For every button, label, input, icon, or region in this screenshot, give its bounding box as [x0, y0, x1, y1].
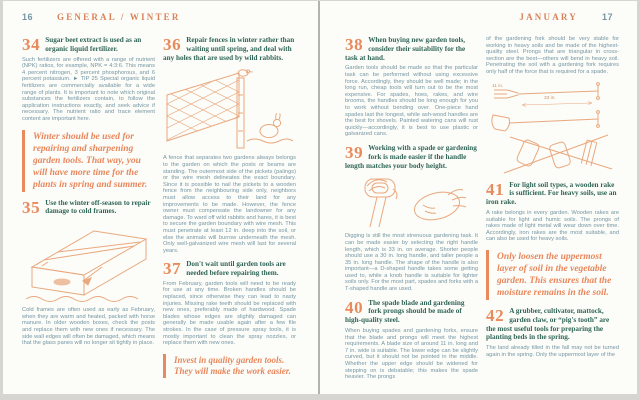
right-page-number: 17 — [601, 12, 613, 22]
tip-34-body: Such fertilizers are offered with a range of nutrient (NPK) ratios, for example, NPK = 4:3:6. This means 4 percent nitrogen, 3 percent phosphorous, and 6 percent potassium. ► TIP 25 Special organic liquid fertilizers are commercially available for a wide range of plants. It is important to note which original substances the fertilizers contain, to follow the application instructions exactly, and seek advice if necessary. The nutrient ratio and trace element content are important here. — [22, 56, 155, 122]
pull-quote-winter — [22, 130, 155, 192]
tool-width-label: 11 in. — [492, 83, 504, 89]
tip-38 — [345, 36, 478, 138]
tip-37 — [163, 260, 296, 347]
tip-39 — [345, 144, 478, 293]
tip-36 — [163, 36, 296, 254]
tip-40-body: When buying spades and gardening forks, ensure that the blade and prongs will meet the highest requirements. A blade size of around 11 in. long and 7 in. wide is suitable. The lower edge can be slightly curved, but it should not be pointed in the middle. Whether the upper edge should be widened for stepping on is debatable; this makes the spade heavier. The prongs — [345, 328, 478, 381]
tip-37-body: From February, garden tools will need to be ready for use at any time. Broken handles should be replaced, since otherwise they can lead to nasty injuries. Missing rake teeth should be replaced with new ones, preferably made of hardwood. Spade blades whose edges are slightly damaged can generally be made usable again after a few file strokes. In the case of pressure spray tools, it is mostly important to clean the spray nozzles, or replace them with new ones. — [163, 280, 296, 347]
tip-34-heading: Sugar beet extract is used as an organic liquid fertilizer. — [45, 36, 142, 53]
right-running-title: JANUARY — [519, 12, 578, 22]
tip-42-heading: A grubber, cultivator, mattock, garden claw, or “pig's tooth” are the most useful tools for preparing the planting beds in the spring. — [486, 306, 610, 342]
tip-34-number: 34 — [22, 35, 41, 54]
tip-37-number: 37 — [163, 259, 182, 279]
tip-38-heading: When buying new garden tools, consider their suitability for the task at hand. — [345, 36, 466, 62]
tip-38-body: Garden tools should be made so that the particular task can be performed without using excessive force. Accordingly, they should be well made; in the long run, cheap tools will turn out to be the most expensive. For spades, hoes, rakes, and wire brooms, the handles should be long enough for you to work without bending over. One-piece hand spades last the longest, while ash-wood handles are the best for shovels. Painted watering cans will rust quickly—accordingly, it is best to use plastic or galvanized cans. — [345, 65, 478, 138]
tip-42 — [486, 307, 619, 358]
tip-34 — [22, 36, 155, 123]
fence-rabbit-illustration — [163, 65, 296, 151]
page-gutter-line — [318, 1, 320, 394]
tip-35 — [22, 199, 155, 347]
tip-40-heading: The spade blade and gardening fork prongs should be made of high-quality steel. — [345, 298, 465, 325]
tip-40 — [345, 299, 478, 381]
left-page-number: 16 — [22, 12, 34, 22]
right-page-header — [519, 12, 613, 22]
pull-quote-invest-text: Invest in quality garden tools. They will make the work easier. — [174, 354, 291, 376]
tip-36-heading: Repair fences in winter rather than waiting until spring, and deal with any holes that are used by wild rabbits. — [163, 36, 295, 62]
tip-37-heading: Don't wait until garden tools are needed before repairing them. — [186, 260, 286, 278]
tip-35-body: Cold frames are often used as early as February, when they are warm and heated, packed with horse manure. In older wooden boxes, check the posts and replace them with new ones if necessary. The side wall edges will often be damaged, which means that the glass panes will no longer sit tightly in place. — [22, 307, 155, 347]
tip-39-body: Digging is still the most strenuous gardening task. It can be made easier by selecting the right handle length, which is 33 in. on average. Shorter people should use a 30 in. long handle, and taller people a 35 in. long handle. The shape of the handle is also important—a D-shaped handle takes some getting used to, while a knob handle is suitable for lighter soils only. For the most part, spades and forks with a T-shaped handle are used. — [345, 233, 478, 293]
column-3 — [345, 36, 478, 387]
left-running-title: GENERAL / WINTER — [57, 12, 181, 22]
pull-quote-loosen-text: Only loosen the uppermost layer of soil in the vegetable garden. This ensures that the moisture remains in the soil. — [497, 251, 612, 298]
pull-quote-winter-text: Winter should be used for repairing and sharpening garden tools. That way, you will have more time for the plants in spring and summer. — [33, 131, 148, 190]
tip-42-number: 42 — [486, 305, 505, 325]
tip-35-number: 35 — [22, 197, 41, 217]
left-page-header — [22, 12, 181, 22]
tip-39-heading: Working with a spade or gardening fork is made easier if the handle length matches your body height. — [345, 143, 477, 170]
cold-frame-illustration — [22, 219, 155, 303]
tip-36-body: A fence that separates two gardens always belongs to the garden on which the posts or beams are standing. The outermost side of the pickets (palings) or the wire mesh delineates the exact boundary. Since it is possible to nail the pickets to a wooden fence from the neighbouring side only, neighbors must allow access to their land for any improvements to be made. However, the fence owner must compensate the landowner for any damage. To ward off wild rabbits and hares, it is best to secure the garden boundary with wire mesh. This must penetrate at least 12 in. deep into the soil, or else the animals will burrow underneath the mesh. Only well-galvanized wire mesh will last for several years. — [163, 155, 296, 254]
tools-illustration-block — [486, 81, 619, 177]
tip-36-number: 36 — [163, 35, 182, 54]
hands-handle-illustration — [345, 173, 478, 229]
column-2 — [163, 36, 296, 385]
tip-41-heading: For light soil types, a wooden rake is sufficient. For heavy soils, use an iron rake. — [486, 180, 617, 207]
tip-41-body: A rake belongs in every garden. Wooden rakes are suitable for light and humic soils. The prongs of rakes made of light metal will wear down over time. Accordingly, iron rakes are the most suitable, and can also be used for heavy soils. — [486, 209, 619, 243]
tip-38-number: 38 — [345, 35, 364, 54]
column-4 — [486, 36, 619, 364]
column-1 — [22, 36, 155, 353]
pull-quote-loosen — [486, 250, 619, 300]
tip-39-number: 39 — [345, 142, 364, 162]
tip-41-number: 41 — [486, 179, 505, 199]
tip-35-heading: Use the winter off-season to repair damage to cold frames. — [45, 198, 151, 216]
tip-41 — [486, 181, 619, 243]
tip-42-body: The land already tilled in the fall may not be turned again in the spring. Only the uppermost layer of the — [486, 345, 619, 358]
tip-40-number: 40 — [345, 297, 364, 317]
pull-quote-invest — [163, 354, 296, 378]
tip-40-body-continued: of the gardening fork should be very stable for working in heavy soils and be made of the highest-quality steel. Prongs that are triangular in cross-section are the best—others will bend in heavy soil. Penetrating the soil with a gardening fork requires only half of the force that is required for a spade. — [486, 36, 619, 75]
tool-length-label: 33 in. — [544, 95, 556, 101]
